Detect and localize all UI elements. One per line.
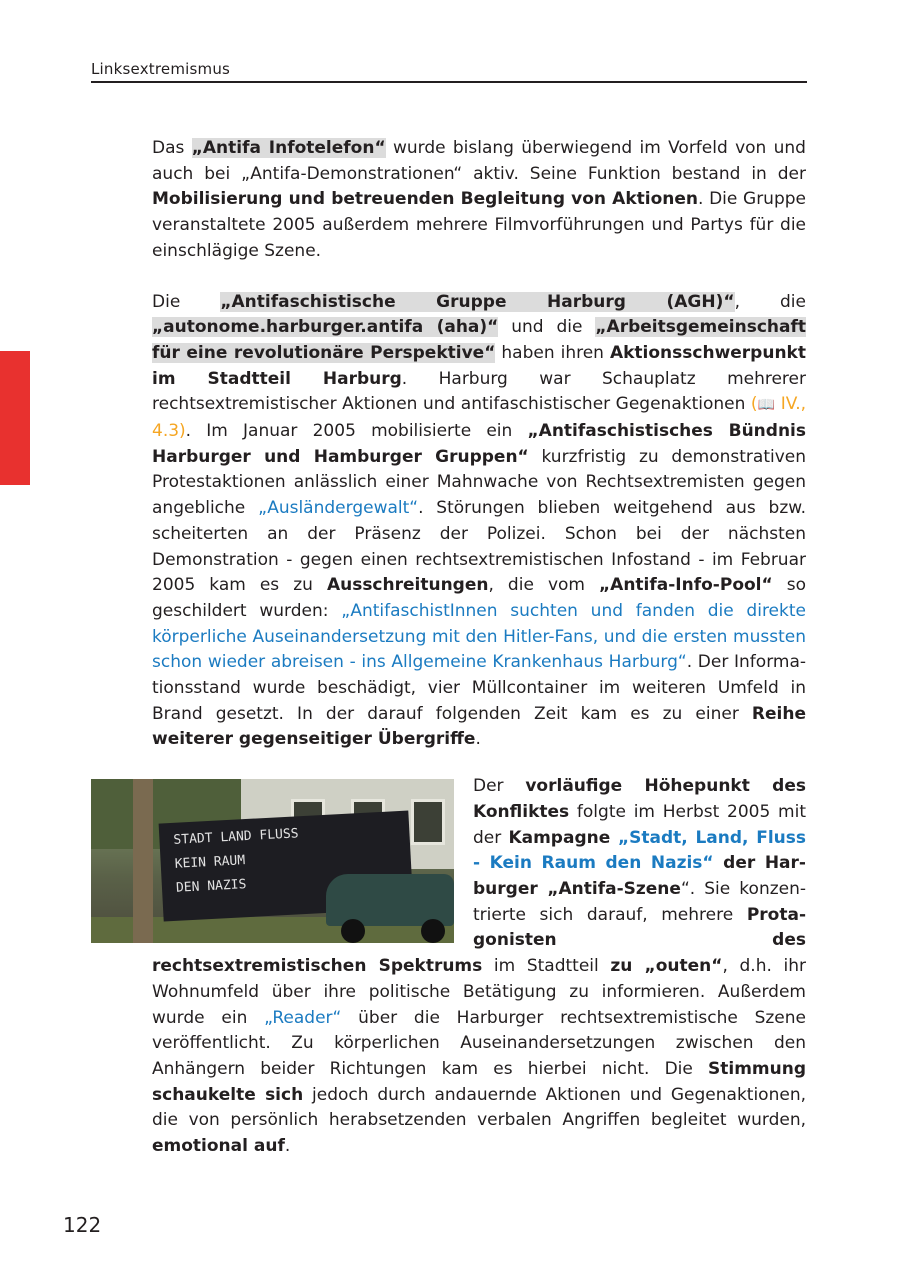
banner-line: STADT LAND FLUSS bbox=[173, 826, 299, 849]
main-text bbox=[152, 136, 806, 1160]
text: so geschildert wurden: bbox=[152, 575, 806, 621]
highlighted-term: „Antifaschistische Gruppe Harburg (AGH)“ bbox=[220, 291, 735, 312]
photo-wheel bbox=[341, 919, 365, 943]
paragraph-harburg bbox=[152, 290, 806, 754]
chapter-marker-tab bbox=[0, 351, 30, 485]
photo-tree bbox=[133, 779, 153, 943]
quote-link[interactable]: „AntifaschistInnen suchten und fanden die direkte körperliche Auseinandersetzung mit den Hitler-Fans, und die ersten mussten schon wieder abreisen - ins Allgemeine Krankenhaus Harburg“ bbox=[152, 600, 806, 673]
photo-wheel bbox=[421, 919, 445, 943]
text: , d.h. ihr Wohnumfeld über ihre politische Betätigung zu informieren. Außerdem wurde ein bbox=[152, 956, 807, 1028]
paragraph-infotelefon bbox=[152, 136, 806, 265]
text: im Stadtteil bbox=[482, 956, 611, 977]
highlighted-term: „autonome.harburger.antifa (aha)“ bbox=[152, 317, 499, 338]
text: , die bbox=[734, 291, 806, 312]
bold-term: Reihe weiterer gegenseitiger Übergriffe bbox=[152, 703, 806, 750]
banner-line: DEN NAZIS bbox=[175, 877, 247, 896]
text: . Die Gruppe veranstaltete 2005 außerdem mehrere Filmvorführungen und Partys für die einschlägige Szene. bbox=[152, 189, 806, 261]
text: “. Sie konzentrierte sich darauf, mehrere bbox=[473, 878, 807, 925]
text: Das bbox=[152, 138, 192, 158]
book-icon: 📖 bbox=[757, 397, 776, 414]
ref-paren: ( bbox=[750, 394, 758, 415]
bold-term: emotional auf bbox=[152, 1136, 285, 1157]
bold-term: zu „outen“ bbox=[610, 956, 723, 977]
bold-term: Aktionsschwerpunkt im Stadtteil Harburg bbox=[152, 342, 806, 389]
text: , die vom bbox=[488, 575, 599, 596]
text: . Harburg war Schauplatz mehrerer rechtsextremistischer Aktionen und antifaschistischer Gegenaktionen bbox=[152, 368, 806, 415]
text: folgte im Herbst 2005 mit der bbox=[473, 801, 806, 848]
bold-term: Kampagne bbox=[508, 827, 618, 848]
photo-window bbox=[411, 799, 445, 845]
bold-term: Stimmung schaukelte sich bbox=[152, 1058, 806, 1105]
ref-text: IV., 4.3) bbox=[152, 394, 806, 442]
bold-term: Ausschreitungen bbox=[326, 575, 489, 596]
text: Der bbox=[473, 776, 526, 797]
text: kurzfristig zu demonstrativen Protestaktionen anlässlich einer Mahnwache von Rechtsextremisten gegen angebliche bbox=[152, 446, 806, 519]
paragraph-kampagne bbox=[152, 774, 806, 1160]
text: Die bbox=[152, 291, 221, 312]
bold-term: „Antifaschistisches Bündnis Harburger und Hamburger Gruppen“ bbox=[152, 421, 806, 467]
bold-term: Mobilisierung und betreuenden Begleitung von Aktionen bbox=[152, 189, 699, 210]
highlighted-term: „Arbeitsgemeinschaft für eine revolutionäre Perspektive“ bbox=[152, 317, 807, 363]
page-number: 122 bbox=[63, 1213, 102, 1237]
running-header bbox=[91, 60, 807, 83]
text: . Störungen blieben weitgehend aus bzw. scheiterten an der Präsenz der Polizei. Schon bei der nächsten Demonstration - gegen einen rechtsextremistischen Infostand - im Februar 2005 kam es zu bbox=[152, 498, 806, 596]
text: und die bbox=[498, 317, 596, 338]
text: jedoch durch andauernde Aktionen und Gegenaktionen, die von persönlich herabsetzenden verbalen Angriffen begleitet wurden, bbox=[152, 1084, 806, 1131]
bold-term: Protagonisten des rechtsextremistischen Spektrums bbox=[152, 904, 806, 977]
text: haben ihren bbox=[495, 342, 610, 363]
header-title: Linksextremismus bbox=[91, 60, 231, 78]
text: . Der Informationsstand wurde beschädigt, vier Müllcontainer im weiteren Umfeld in Brand gesetzt. In der darauf folgenden Zeit kam es zu einer bbox=[152, 652, 806, 724]
quote-link[interactable]: „Ausländergewalt“ bbox=[258, 498, 419, 519]
bold-term: vorläufige Höhepunkt des Konfliktes bbox=[473, 776, 806, 822]
reader-link[interactable]: „Reader“ bbox=[264, 1007, 342, 1028]
text: . bbox=[475, 729, 481, 750]
banner-line: KEIN RAUM bbox=[174, 853, 246, 872]
bold-term: „Antifa-Info-Pool“ bbox=[599, 575, 773, 596]
highlighted-term: „Antifa Infotelefon“ bbox=[191, 138, 386, 158]
text: . bbox=[284, 1136, 291, 1157]
text: . Im Januar 2005 mobilisierte ein bbox=[185, 421, 528, 442]
text: über die Harburger rechtsextremistische Szene veröffentlicht. Zu körperlichen Auseinandersetzungen zwischen den Anhängern beider Richtungen kam es hierbei nicht. Die bbox=[152, 1007, 806, 1079]
campaign-link[interactable]: „Stadt, Land, Fluss - Kein Raum den Nazis“ bbox=[473, 827, 806, 874]
text: wurde bislang überwiegend im Vorfeld von und auch bei „Antifa-Demonstrationen“ aktiv. Seine Funktion bestand in der bbox=[152, 138, 806, 184]
banner-photo bbox=[91, 779, 454, 943]
bold-term: der Harburger „Antifa-Szene bbox=[473, 853, 806, 899]
